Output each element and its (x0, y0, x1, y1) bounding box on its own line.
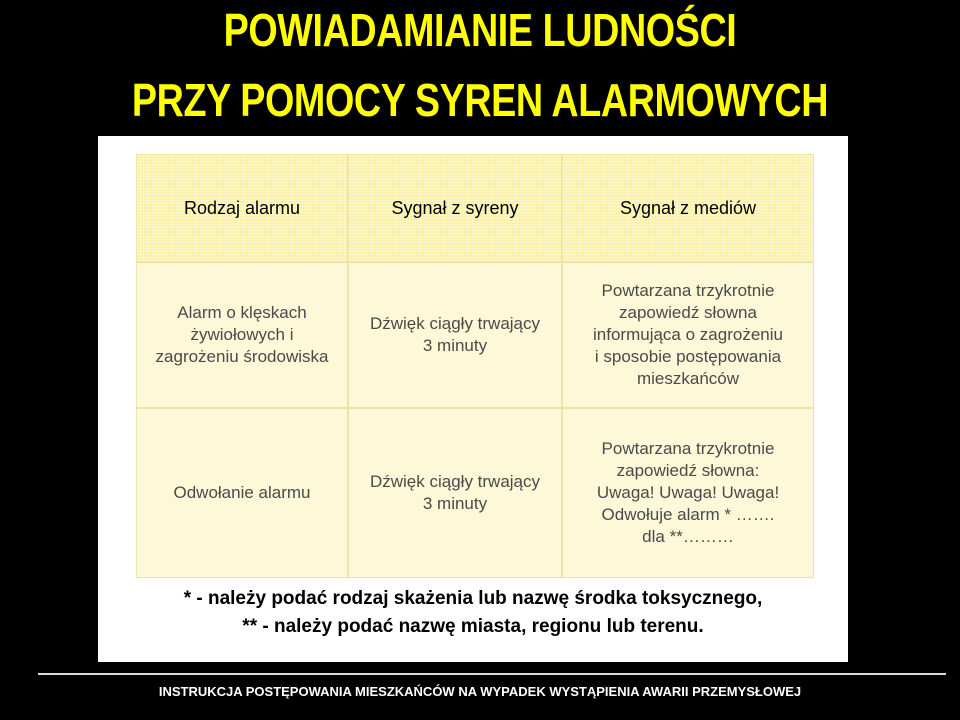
cell-line: Odwołuje alarm * ……. (601, 505, 775, 524)
cell-line: Powtarzana trzykrotnie (601, 281, 775, 300)
cell-line: Odwołanie alarmu (173, 483, 311, 502)
cell-line: mieszkańców (636, 369, 740, 388)
table-cell-alarm-type (136, 262, 348, 408)
cell-line: 3 minuty (422, 336, 488, 355)
footer-divider (38, 673, 946, 675)
cell-line: informująca o zagrożeniu (593, 325, 783, 344)
footnote-location: ** - należy podać nazwę miasta, regionu lub terenu. (242, 616, 704, 637)
footer-caption: INSTRUKCJA POSTĘPOWANIA MIESZKAŃCÓW NA WYPADEK WYSTĄPIENIA AWARII PRZEMYSŁOWEJ (158, 684, 802, 699)
cell-line: żywiołowych i (190, 325, 294, 344)
cell-line: i sposobie postępowania (594, 347, 782, 366)
cell-line: Uwaga! Uwaga! Uwaga! (596, 483, 780, 502)
cell-line: Dźwięk ciągły trwający (369, 314, 541, 333)
cell-line: dla **……… (642, 527, 734, 546)
header-label: Sygnał z syreny (391, 198, 519, 218)
header-label: Sygnał z mediów (619, 198, 757, 218)
cell-line: 3 minuty (422, 494, 488, 513)
table-cell-alarm-type (136, 408, 348, 578)
slide-title-line-1: POWIADAMIANIE LUDNOŚCI (223, 4, 737, 56)
cell-line: zapowiedź słowna (619, 303, 757, 322)
slide-title-line-2: PRZY POMOCY SYREN ALARMOWYCH (131, 74, 829, 126)
cell-line: zagrożeniu środowiska (155, 347, 329, 366)
cell-line: Dźwięk ciągły trwający (369, 472, 541, 491)
cell-line: Alarm o klęskach (177, 303, 307, 322)
header-siren-signal (348, 154, 562, 262)
header-label: Rodzaj alarmu (183, 198, 301, 218)
table-cell-media-signal (562, 408, 814, 578)
table-cell-siren-signal (348, 262, 562, 408)
table-cell-siren-signal (348, 408, 562, 578)
header-alarm-type (136, 154, 348, 262)
cell-line: zapowiedź słowna: (616, 461, 760, 480)
footnote-contamination: * - należy podać rodzaj skażenia lub nazwę środka toksycznego, (183, 588, 763, 609)
header-media-signal (562, 154, 814, 262)
cell-line: Powtarzana trzykrotnie (601, 439, 775, 458)
table-cell-media-signal (562, 262, 814, 408)
